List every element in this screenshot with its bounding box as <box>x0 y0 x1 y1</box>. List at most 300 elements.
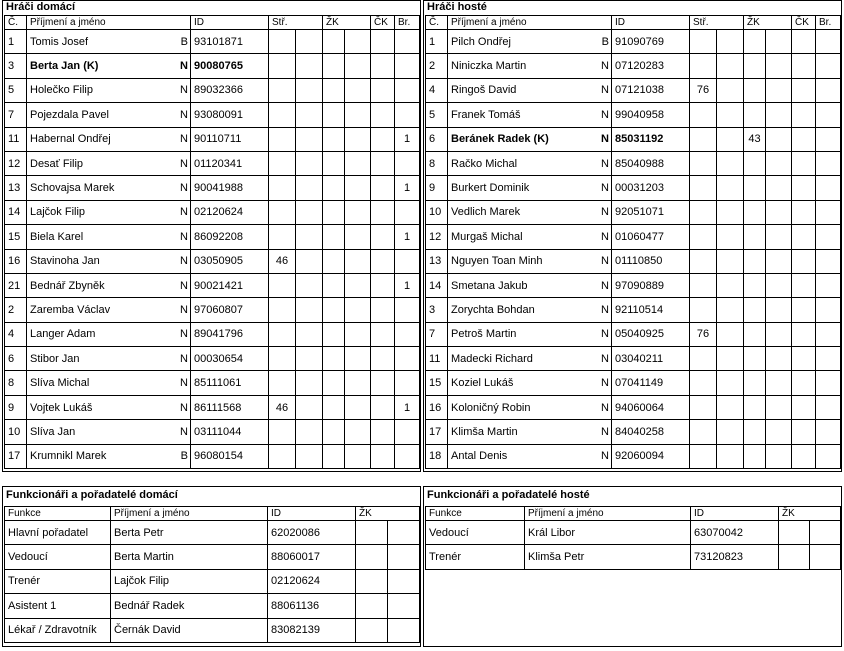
player-id-cell: 02120624 <box>191 200 269 224</box>
player-goals-cell <box>816 78 841 102</box>
player-yellow-card-minute-cell <box>744 444 766 468</box>
player-id-cell: 90041988 <box>191 176 269 200</box>
staff-name-cell: Černák David <box>111 618 268 642</box>
player-id-cell: 00030654 <box>191 347 269 371</box>
player-row <box>426 127 841 151</box>
player-number-cell: 1 <box>5 30 27 54</box>
player-name-cell: Tomis Josef <box>27 30 168 54</box>
player-substitution-extra-cell <box>717 249 744 273</box>
player-id-cell: 97090889 <box>612 273 690 297</box>
staff-yellow-card-cell <box>779 521 810 545</box>
player-goals-cell <box>395 322 420 346</box>
player-yellow-card-extra-cell <box>766 54 792 78</box>
player-id-cell: 85031192 <box>612 127 690 151</box>
player-yellow-card-extra-cell <box>345 200 371 224</box>
player-row <box>426 249 841 273</box>
player-yellow-card-extra-cell <box>766 225 792 249</box>
player-substitution-extra-cell <box>296 273 323 297</box>
away-staff-panel <box>423 486 842 647</box>
staff-role-cell: Trenér <box>5 569 111 593</box>
player-yellow-card-extra-cell <box>345 103 371 127</box>
player-red-card-cell <box>371 322 395 346</box>
player-id-cell: 93080091 <box>191 103 269 127</box>
player-goals-cell <box>395 371 420 395</box>
player-nationality-flag-cell: N <box>168 78 191 102</box>
player-row <box>426 347 841 371</box>
player-goals-cell <box>816 54 841 78</box>
player-red-card-cell <box>371 30 395 54</box>
player-yellow-card-minute-cell <box>744 371 766 395</box>
player-yellow-card-extra-cell <box>766 298 792 322</box>
player-substitution-extra-cell <box>717 298 744 322</box>
staff-id-cell: 62020086 <box>268 521 356 545</box>
player-substitution-minute-cell: 76 <box>690 78 717 102</box>
player-yellow-card-minute-cell <box>744 347 766 371</box>
player-substitution-minute-cell <box>690 420 717 444</box>
player-row <box>426 176 841 200</box>
player-id-cell: 94060064 <box>612 395 690 419</box>
player-substitution-extra-cell <box>296 127 323 151</box>
player-red-card-cell <box>371 78 395 102</box>
player-name-cell: Biela Karel <box>27 225 168 249</box>
player-substitution-minute-cell <box>269 225 296 249</box>
player-substitution-minute-cell <box>690 347 717 371</box>
player-number-cell: 6 <box>5 347 27 371</box>
player-goals-cell <box>816 322 841 346</box>
player-name-cell: Slíva Jan <box>27 420 168 444</box>
player-name-cell: Koziel Lukáš <box>448 371 589 395</box>
player-substitution-minute-cell <box>269 420 296 444</box>
player-number-cell: 5 <box>426 103 448 127</box>
player-substitution-minute-cell <box>690 395 717 419</box>
player-number-cell: 16 <box>426 395 448 419</box>
player-row <box>5 347 420 371</box>
player-number-cell: 2 <box>5 298 27 322</box>
player-name-cell: Vojtek Lukáš <box>27 395 168 419</box>
player-yellow-card-extra-cell <box>345 371 371 395</box>
player-yellow-card-minute-cell <box>323 371 345 395</box>
player-yellow-card-minute-cell <box>744 395 766 419</box>
player-number-cell: 3 <box>426 298 448 322</box>
player-substitution-extra-cell <box>717 200 744 224</box>
player-name-cell: Antal Denis <box>448 444 589 468</box>
player-name-cell: Pilch Ondřej <box>448 30 589 54</box>
player-id-cell: 91090769 <box>612 30 690 54</box>
player-yellow-card-minute-cell <box>744 54 766 78</box>
staff-name-cell: Bednář Radek <box>111 594 268 618</box>
player-red-card-cell <box>371 127 395 151</box>
player-name-cell: Bednář Zbyněk <box>27 273 168 297</box>
player-yellow-card-minute-cell <box>323 103 345 127</box>
player-name-cell: Madecki Richard <box>448 347 589 371</box>
player-nationality-flag-cell: N <box>168 225 191 249</box>
player-red-card-cell <box>371 151 395 175</box>
player-substitution-minute-cell <box>690 298 717 322</box>
player-id-cell: 03050905 <box>191 249 269 273</box>
player-substitution-minute-cell <box>690 371 717 395</box>
col-number-header: Č. <box>5 16 27 30</box>
player-number-cell: 17 <box>5 444 27 468</box>
player-substitution-minute-cell <box>690 249 717 273</box>
player-red-card-cell <box>792 298 816 322</box>
home-players-title: Hráči domácí <box>6 1 76 13</box>
player-yellow-card-extra-cell <box>345 395 371 419</box>
player-yellow-card-extra-cell <box>766 78 792 102</box>
staff-row <box>5 594 420 618</box>
player-id-cell: 07121038 <box>612 78 690 102</box>
staff-yellow-card-cell <box>356 594 388 618</box>
player-goals-cell: 1 <box>395 273 420 297</box>
player-yellow-card-extra-cell <box>766 127 792 151</box>
player-nationality-flag-cell: N <box>168 200 191 224</box>
player-nationality-flag-cell: N <box>589 347 612 371</box>
col-id-header: ID <box>612 16 690 30</box>
player-row <box>426 225 841 249</box>
player-nationality-flag-cell: N <box>168 151 191 175</box>
player-goals-cell <box>816 103 841 127</box>
player-substitution-minute-cell <box>269 127 296 151</box>
player-substitution-minute-cell <box>690 30 717 54</box>
player-name-cell: Slíva Michal <box>27 371 168 395</box>
staff-id-cell: 83082139 <box>268 618 356 642</box>
player-name-cell: Vedlich Marek <box>448 200 589 224</box>
player-row <box>5 273 420 297</box>
player-red-card-cell <box>792 176 816 200</box>
player-nationality-flag-cell: N <box>168 127 191 151</box>
player-substitution-minute-cell <box>690 444 717 468</box>
player-substitution-extra-cell <box>296 200 323 224</box>
player-number-cell: 7 <box>5 103 27 127</box>
player-name-cell: Ringoš David <box>448 78 589 102</box>
staff-yellow-card-extra-cell <box>388 545 420 569</box>
player-id-cell: 90021421 <box>191 273 269 297</box>
player-yellow-card-minute-cell <box>744 249 766 273</box>
player-name-cell: Berta Jan (K) <box>27 54 168 78</box>
player-yellow-card-minute-cell <box>323 444 345 468</box>
player-red-card-cell <box>792 225 816 249</box>
player-name-cell: Habernal Ondřej <box>27 127 168 151</box>
player-yellow-card-minute-cell <box>323 395 345 419</box>
player-id-cell: 85040988 <box>612 151 690 175</box>
player-substitution-extra-cell <box>717 78 744 102</box>
home-players-header-row <box>5 16 420 30</box>
player-row <box>426 151 841 175</box>
player-yellow-card-extra-cell <box>345 249 371 273</box>
col-number-header: Č. <box>426 16 448 30</box>
col-id-header: ID <box>691 507 779 521</box>
player-yellow-card-minute-cell <box>323 30 345 54</box>
player-red-card-cell <box>792 249 816 273</box>
player-red-card-cell <box>792 78 816 102</box>
player-number-cell: 12 <box>5 151 27 175</box>
player-row <box>5 298 420 322</box>
player-substitution-minute-cell <box>269 347 296 371</box>
player-nationality-flag-cell: N <box>589 103 612 127</box>
player-substitution-extra-cell <box>717 225 744 249</box>
player-yellow-card-extra-cell <box>766 322 792 346</box>
player-substitution-minute-cell <box>690 54 717 78</box>
player-number-cell: 10 <box>5 420 27 444</box>
staff-row <box>5 618 420 642</box>
player-red-card-cell <box>371 347 395 371</box>
player-yellow-card-minute-cell <box>323 298 345 322</box>
player-number-cell: 11 <box>426 347 448 371</box>
player-goals-cell <box>816 30 841 54</box>
staff-yellow-card-cell <box>356 521 388 545</box>
home-staff-table <box>4 506 420 643</box>
player-name-cell: Zaremba Václav <box>27 298 168 322</box>
player-nationality-flag-cell: N <box>168 298 191 322</box>
player-row <box>5 249 420 273</box>
player-red-card-cell <box>792 151 816 175</box>
player-name-cell: Koloničný Robin <box>448 395 589 419</box>
player-id-cell: 03111044 <box>191 420 269 444</box>
player-substitution-minute-cell <box>269 371 296 395</box>
staff-row <box>426 545 841 569</box>
player-nationality-flag-cell: N <box>589 127 612 151</box>
player-yellow-card-extra-cell <box>345 444 371 468</box>
player-nationality-flag-cell: N <box>589 420 612 444</box>
player-nationality-flag-cell: B <box>589 30 612 54</box>
player-yellow-card-extra-cell <box>345 420 371 444</box>
col-yellow-card-header: ŽK <box>356 507 420 521</box>
player-goals-cell <box>816 444 841 468</box>
home-players-table <box>4 15 420 469</box>
player-substitution-minute-cell <box>269 103 296 127</box>
player-substitution-extra-cell <box>717 395 744 419</box>
col-substitution-header: Stř. <box>269 16 323 30</box>
player-row <box>5 176 420 200</box>
col-goals-header: Br. <box>816 16 841 30</box>
player-goals-cell <box>395 420 420 444</box>
player-goals-cell <box>816 347 841 371</box>
player-row <box>5 395 420 419</box>
player-yellow-card-minute-cell <box>323 200 345 224</box>
staff-row <box>426 521 841 545</box>
player-row <box>5 54 420 78</box>
player-yellow-card-extra-cell <box>345 298 371 322</box>
player-row <box>5 30 420 54</box>
player-yellow-card-minute-cell <box>323 225 345 249</box>
player-substitution-extra-cell <box>717 176 744 200</box>
player-substitution-minute-cell <box>269 54 296 78</box>
player-substitution-extra-cell <box>296 225 323 249</box>
player-substitution-extra-cell <box>296 395 323 419</box>
col-role-header: Funkce <box>5 507 111 521</box>
player-id-cell: 86111568 <box>191 395 269 419</box>
staff-yellow-card-cell <box>779 545 810 569</box>
player-id-cell: 05040925 <box>612 322 690 346</box>
staff-yellow-card-extra-cell <box>388 618 420 642</box>
player-name-cell: Smetana Jakub <box>448 273 589 297</box>
col-substitution-header: Stř. <box>690 16 744 30</box>
player-substitution-extra-cell <box>296 103 323 127</box>
col-name-header: Příjmení a jméno <box>525 507 691 521</box>
player-substitution-extra-cell <box>717 30 744 54</box>
player-yellow-card-extra-cell <box>766 371 792 395</box>
player-red-card-cell <box>792 347 816 371</box>
player-yellow-card-extra-cell <box>345 225 371 249</box>
player-nationality-flag-cell: N <box>589 176 612 200</box>
player-id-cell: 01120341 <box>191 151 269 175</box>
player-yellow-card-extra-cell <box>766 395 792 419</box>
player-substitution-minute-cell <box>269 176 296 200</box>
player-name-cell: Petroš Martin <box>448 322 589 346</box>
player-number-cell: 15 <box>426 371 448 395</box>
player-substitution-extra-cell <box>296 176 323 200</box>
player-number-cell: 21 <box>5 273 27 297</box>
player-red-card-cell <box>792 103 816 127</box>
player-substitution-extra-cell <box>296 249 323 273</box>
col-id-header: ID <box>191 16 269 30</box>
player-yellow-card-minute-cell <box>744 298 766 322</box>
player-name-cell: Franek Tomáš <box>448 103 589 127</box>
player-row <box>426 444 841 468</box>
staff-id-cell: 63070042 <box>691 521 779 545</box>
player-red-card-cell <box>371 298 395 322</box>
player-substitution-minute-cell <box>690 176 717 200</box>
away-staff-table <box>425 506 841 570</box>
player-name-cell: Beránek Radek (K) <box>448 127 589 151</box>
player-yellow-card-extra-cell <box>766 420 792 444</box>
player-yellow-card-minute-cell <box>323 420 345 444</box>
player-number-cell: 8 <box>5 371 27 395</box>
player-goals-cell: 1 <box>395 225 420 249</box>
player-substitution-extra-cell <box>296 371 323 395</box>
player-nationality-flag-cell: N <box>168 54 191 78</box>
staff-role-cell: Hlavní pořadatel <box>5 521 111 545</box>
player-nationality-flag-cell: N <box>589 54 612 78</box>
player-substitution-extra-cell <box>296 322 323 346</box>
home-players-panel <box>2 0 421 472</box>
player-yellow-card-minute-cell <box>744 151 766 175</box>
player-yellow-card-extra-cell <box>766 273 792 297</box>
player-row <box>5 371 420 395</box>
player-red-card-cell <box>792 127 816 151</box>
player-substitution-extra-cell <box>296 420 323 444</box>
player-yellow-card-extra-cell <box>766 347 792 371</box>
player-goals-cell <box>395 30 420 54</box>
player-red-card-cell <box>371 249 395 273</box>
player-nationality-flag-cell: N <box>589 322 612 346</box>
player-yellow-card-extra-cell <box>345 78 371 102</box>
player-name-cell: Račko Michal <box>448 151 589 175</box>
player-nationality-flag-cell: N <box>168 273 191 297</box>
player-number-cell: 3 <box>5 54 27 78</box>
player-number-cell: 17 <box>426 420 448 444</box>
player-yellow-card-minute-cell <box>744 225 766 249</box>
player-row <box>5 200 420 224</box>
player-yellow-card-minute-cell: 43 <box>744 127 766 151</box>
away-players-table <box>425 15 841 469</box>
staff-yellow-card-extra-cell <box>388 521 420 545</box>
player-nationality-flag-cell: N <box>168 176 191 200</box>
player-nationality-flag-cell: N <box>589 371 612 395</box>
player-substitution-minute-cell: 46 <box>269 249 296 273</box>
player-red-card-cell <box>792 273 816 297</box>
home-staff-title: Funkcionáři a pořadatelé domácí <box>6 489 178 501</box>
staff-name-cell: Lajčok Filip <box>111 569 268 593</box>
player-red-card-cell <box>371 273 395 297</box>
player-number-cell: 18 <box>426 444 448 468</box>
staff-row <box>5 569 420 593</box>
player-yellow-card-minute-cell <box>744 30 766 54</box>
player-row <box>5 127 420 151</box>
player-red-card-cell <box>792 395 816 419</box>
player-substitution-extra-cell <box>296 347 323 371</box>
col-goals-header: Br. <box>395 16 420 30</box>
col-red-card-header: ČK <box>371 16 395 30</box>
player-number-cell: 4 <box>426 78 448 102</box>
col-name-header: Příjmení a jméno <box>27 16 191 30</box>
player-nationality-flag-cell: N <box>589 151 612 175</box>
player-row <box>5 322 420 346</box>
col-yellow-card-header: ŽK <box>779 507 841 521</box>
player-goals-cell <box>395 249 420 273</box>
player-name-cell: Zorychta Bohdan <box>448 298 589 322</box>
staff-yellow-card-cell <box>356 618 388 642</box>
player-substitution-extra-cell <box>717 103 744 127</box>
player-row <box>426 103 841 127</box>
player-yellow-card-extra-cell <box>345 54 371 78</box>
player-nationality-flag-cell: N <box>168 322 191 346</box>
player-substitution-extra-cell <box>717 151 744 175</box>
player-yellow-card-extra-cell <box>345 322 371 346</box>
player-row <box>5 444 420 468</box>
player-goals-cell <box>816 249 841 273</box>
staff-id-cell: 88061136 <box>268 594 356 618</box>
player-id-cell: 89032366 <box>191 78 269 102</box>
player-row <box>426 298 841 322</box>
player-name-cell: Niniczka Martin <box>448 54 589 78</box>
staff-role-cell: Vedoucí <box>5 545 111 569</box>
player-number-cell: 5 <box>5 78 27 102</box>
player-yellow-card-minute-cell <box>323 151 345 175</box>
player-red-card-cell <box>792 420 816 444</box>
player-substitution-minute-cell <box>690 225 717 249</box>
staff-yellow-card-extra-cell <box>810 545 841 569</box>
player-red-card-cell <box>792 371 816 395</box>
player-yellow-card-extra-cell <box>766 30 792 54</box>
player-row <box>426 30 841 54</box>
player-yellow-card-minute-cell <box>744 176 766 200</box>
player-substitution-minute-cell <box>690 273 717 297</box>
player-id-cell: 03040211 <box>612 347 690 371</box>
player-substitution-minute-cell <box>269 200 296 224</box>
staff-name-cell: Klimša Petr <box>525 545 691 569</box>
player-nationality-flag-cell: N <box>589 444 612 468</box>
player-id-cell: 86092208 <box>191 225 269 249</box>
player-substitution-extra-cell <box>296 78 323 102</box>
player-nationality-flag-cell: N <box>589 200 612 224</box>
player-number-cell: 2 <box>426 54 448 78</box>
player-row <box>5 420 420 444</box>
player-number-cell: 10 <box>426 200 448 224</box>
player-name-cell: Desať Filip <box>27 151 168 175</box>
player-yellow-card-extra-cell <box>766 444 792 468</box>
player-row <box>5 151 420 175</box>
player-number-cell: 7 <box>426 322 448 346</box>
player-substitution-extra-cell <box>296 298 323 322</box>
player-name-cell: Stibor Jan <box>27 347 168 371</box>
player-id-cell: 01060477 <box>612 225 690 249</box>
player-id-cell: 92110514 <box>612 298 690 322</box>
player-nationality-flag-cell: N <box>589 273 612 297</box>
player-goals-cell <box>395 200 420 224</box>
player-yellow-card-minute-cell <box>323 322 345 346</box>
player-yellow-card-minute-cell <box>323 54 345 78</box>
away-staff-title: Funkcionáři a pořadatelé hosté <box>427 489 590 501</box>
